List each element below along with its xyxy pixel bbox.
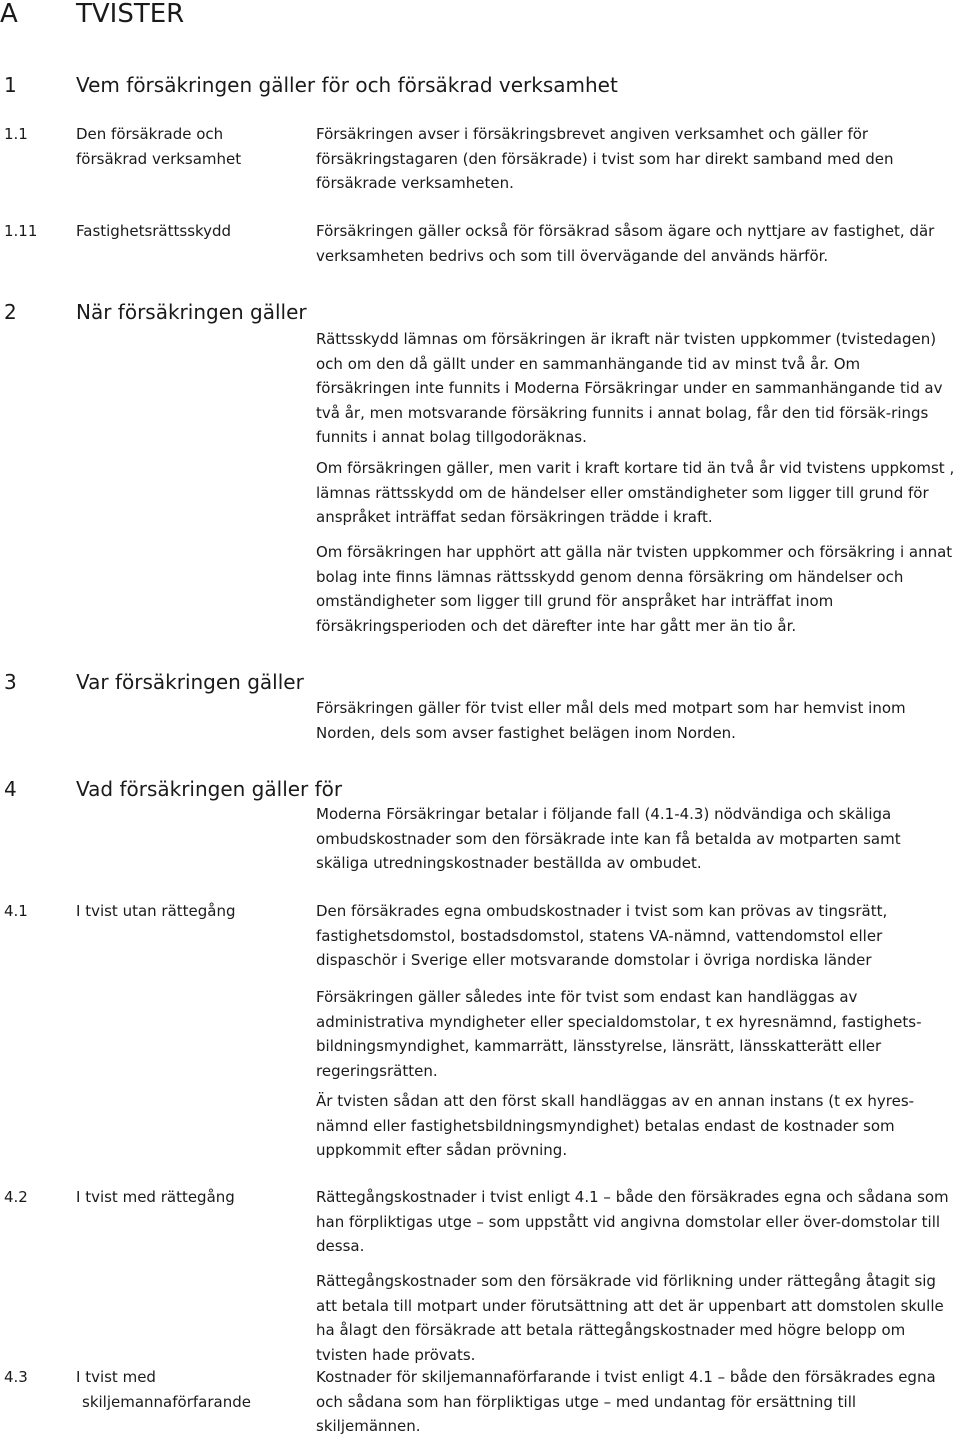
section-4-3-number: 4.3 bbox=[4, 1368, 28, 1386]
section-1-11-label: Fastighetsrättsskydd bbox=[76, 222, 232, 240]
section-2-heading: När försäkringen gäller bbox=[76, 300, 307, 324]
section-4-3-label-line-2: skiljemannaförfarande bbox=[82, 1392, 251, 1411]
section-4-2-paragraph-2: Rättegångskostnader som den försäkrade vid förlikning under rättegång åtagit sig att betala till motpart under förutsättning att det är uppenbart att domstolen skulle ha ålagt den försäkrade att betala rättegångskostnader med högre belopp om tvisten hade prövats. bbox=[316, 1272, 944, 1364]
section-4-3-label-line-1: I tvist med bbox=[76, 1368, 156, 1386]
section-4-2-label: I tvist med rättegång bbox=[76, 1188, 235, 1206]
section-2-number: 2 bbox=[4, 300, 17, 324]
section-1-1-text: Försäkringen avser i försäkringsbrevet angiven verksamhet och gäller för försäkringstagaren (den försäkrade) i tvist som har direkt samband med den försäkrade verksamheten. bbox=[316, 125, 894, 192]
section-2-paragraph-2: Om försäkringen gäller, men varit i kraft kortare tid än två år vid tvistens uppkomst , lämnas rättsskydd om de händelser eller omständigheter som ligger till grund för anspråket inträffat sedan försäkringen trädde i kraft. bbox=[316, 459, 955, 526]
section-4-3-text: Kostnader för skiljemannaförfarande i tvist enligt 4.1 – både den försäkrades egna och sådana som han förpliktigas utge – med undantag för ersättning till skiljemännen. bbox=[316, 1368, 936, 1435]
section-1-11-number: 1.11 bbox=[4, 222, 38, 240]
section-4-heading: Vad försäkringen gäller för bbox=[76, 777, 343, 801]
page-title: TVISTER bbox=[76, 0, 185, 29]
section-4-text: Moderna Försäkringar betalar i följande fall (4.1-4.3) nödvändiga och skäliga ombudskostnader som den försäkrade inte kan få betalda av motparten samt skäliga utredningskostnader beställda av ombudet. bbox=[316, 805, 901, 872]
section-4-3-label bbox=[76, 1365, 251, 1414]
section-1-1-number: 1.1 bbox=[4, 125, 28, 143]
section-4-1-label: I tvist utan rättegång bbox=[76, 902, 236, 920]
section-1-number: 1 bbox=[4, 73, 17, 97]
section-4-1-number: 4.1 bbox=[4, 902, 28, 920]
section-3-text: Försäkringen gäller för tvist eller mål dels med motpart som har hemvist inom Norden, dels som avser fastighet belägen inom Norden. bbox=[316, 699, 906, 742]
section-4-1-paragraph-2: Försäkringen gäller således inte för tvist som endast kan handläggas av administrativa myndigheter eller specialdomstolar, t ex hyresnämnd, fastighets-bildningsmyndighet, kammarrätt, länsstyrelse, länsrätt, länsskatterätt eller regeringsrätten. bbox=[316, 988, 922, 1080]
section-4-number: 4 bbox=[4, 777, 17, 801]
section-1-1-label bbox=[76, 122, 241, 171]
section-2-paragraph-3: Om försäkringen har upphört att gälla när tvisten uppkommer och försäkring i annat bolag inte finns lämnas rättsskydd genom denna försäkring om händelser och omständigheter som ligger till grund för anspråket har inträffat inom försäkringsperioden och det därefter inte har gått mer än tio år. bbox=[316, 543, 953, 635]
section-1-11-text: Försäkringen gäller också för försäkrad såsom ägare och nyttjare av fastighet, där verksamheten bedrivs och som till övervägande del används härför. bbox=[316, 222, 935, 265]
section-4-2-paragraph-1: Rättegångskostnader i tvist enligt 4.1 – både den försäkrades egna och sådana som han förpliktigas utge – som uppstått vid angivna domstolar eller över-domstolar till dessa. bbox=[316, 1188, 949, 1255]
section-2-paragraph-1: Rättsskydd lämnas om försäkringen är ikraft när tvisten uppkommer (tvistedagen) och om den då gällt under en sammanhängande tid av minst två år. Om försäkringen inte funnits i Moderna Försäkringar under en sammanhängande tid av två år, men motsvarande försäkring funnits i annat bolag, får den tid försäk-rings funnits i annat bolag tillgodoräknas. bbox=[316, 330, 943, 446]
section-1-1-label-line-2: försäkrad verksamhet bbox=[76, 149, 242, 168]
section-1-heading: Vem försäkringen gäller för och försäkrad verksamhet bbox=[76, 73, 618, 97]
section-letter: A bbox=[0, 0, 18, 29]
section-4-1-paragraph-1: Den försäkrades egna ombudskostnader i tvist som kan prövas av tingsrätt, fastighetsdomstol, bostadsdomstol, statens VA-nämnd, vattendomstol eller dispaschör i Sverige eller motsvarande domstolar i övriga nordiska länder bbox=[316, 902, 888, 969]
section-3-number: 3 bbox=[4, 670, 17, 694]
section-3-heading: Var försäkringen gäller bbox=[76, 670, 304, 694]
section-4-2-number: 4.2 bbox=[4, 1188, 28, 1206]
section-1-1-label-line-1: Den försäkrade och bbox=[76, 125, 224, 143]
section-4-1-paragraph-3: Är tvisten sådan att den först skall handläggas av en annan instans (t ex hyres-nämnd eller fastighetsbildningsmyndighet) betalas endast de kostnader som uppkommit efter sådan prövning. bbox=[316, 1092, 915, 1159]
